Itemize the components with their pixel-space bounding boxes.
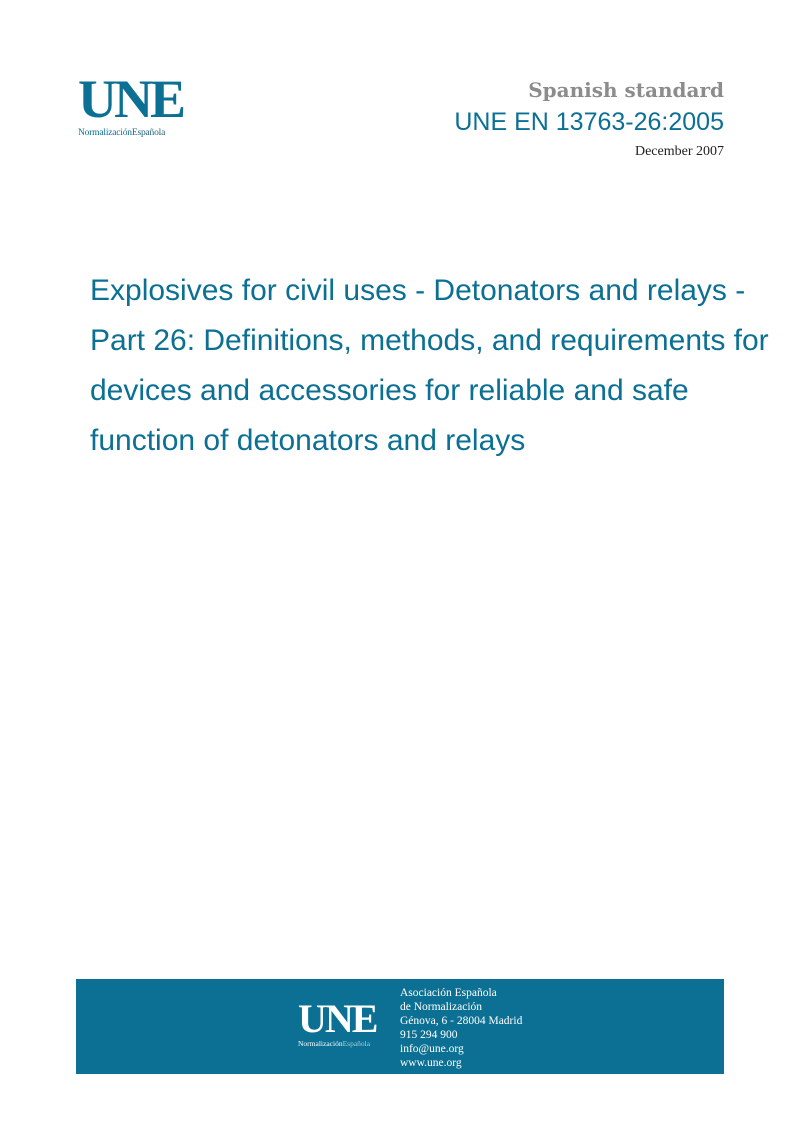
- logo-subtitle-part2: Española: [131, 128, 166, 138]
- une-logo: [78, 69, 198, 138]
- contact-org-line-2: de Normalización: [400, 1001, 483, 1013]
- standard-code: UNE EN 13763-26:2005: [454, 108, 724, 136]
- standard-header: [454, 76, 724, 160]
- contact-website: www.une.org: [400, 1057, 462, 1069]
- contact-org-line-1: Asociación Española: [400, 987, 497, 999]
- footer-logo-subtitle-part1: Normalización: [298, 1039, 343, 1048]
- logo-wordmark: UNE: [78, 69, 184, 129]
- logo-subtitle-part1: Normalización: [78, 128, 132, 138]
- footer-logo-wordmark: UNE: [298, 996, 377, 1041]
- logo-subtitle: [78, 128, 198, 138]
- footer-logo: [298, 996, 388, 1048]
- contact-block: [400, 986, 522, 1070]
- contact-address: Génova, 6 - 28004 Madrid: [400, 1015, 523, 1027]
- contact-email: info@une.org: [400, 1043, 464, 1055]
- document-title: Explosives for civil uses - Detonators and relays - Part 26: Definitions, methods, and requirements for devices and accessories for reliable and safe function of detonators and relays: [90, 274, 769, 457]
- footer-banner: [76, 979, 724, 1074]
- standard-date: December 2007: [634, 144, 724, 159]
- footer-logo-subtitle-part2: Española: [342, 1039, 371, 1048]
- contact-phone: 915 294 900: [400, 1029, 458, 1041]
- standard-kind: Spanish standard: [528, 78, 724, 102]
